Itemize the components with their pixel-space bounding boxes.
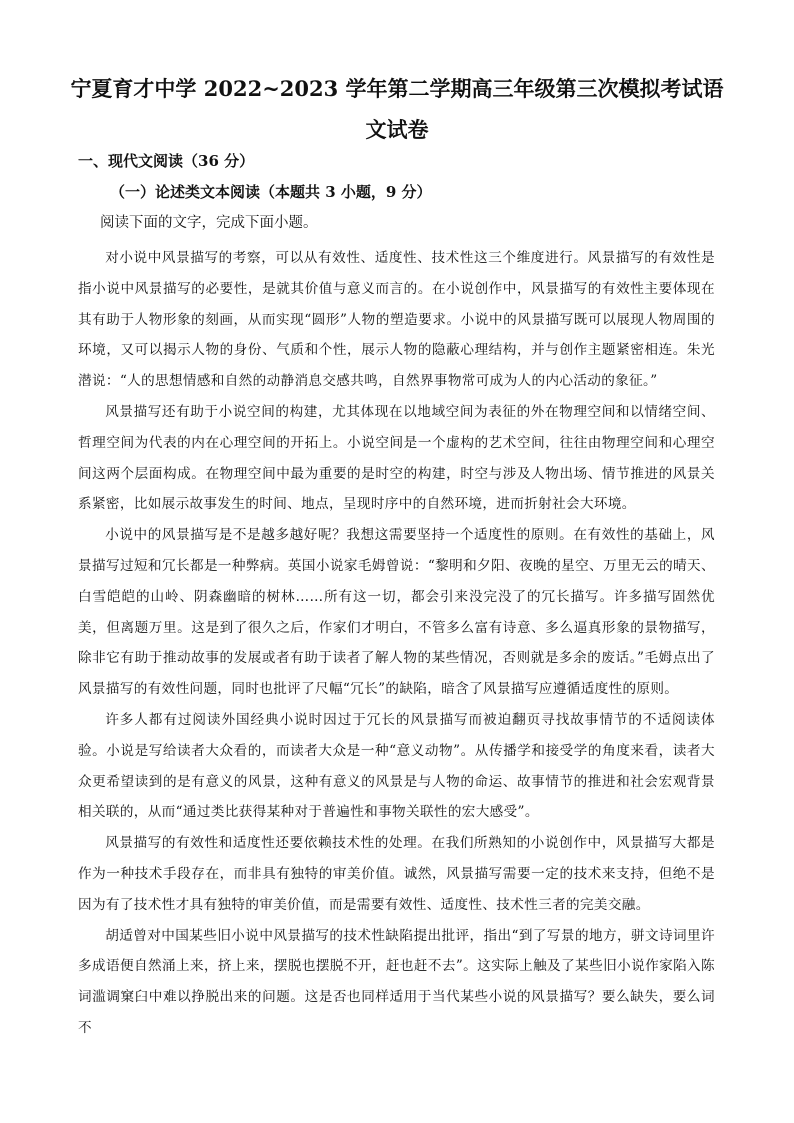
- article-body: [78, 243, 715, 1044]
- paragraph: 胡适曾对中国某些旧小说中风景描写的技术性缺陷提出批评，指出“到了写景的地方，骈文诗词里许多成语便自然涌上来，挤上来，摆脱也摆脱不开，赶也赶不去”。这实际上触及了某些旧小说作家陷入陈词滥调窠臼中难以挣脱出来的问题。这是否也同样适用于当代某些小说的风景描写？要么缺失，要么词不: [78, 927, 715, 1036]
- reading-instruction: 阅读下面的文字，完成下面小题。: [100, 215, 318, 231]
- section-heading: 一、现代文阅读（36 分）: [78, 152, 255, 170]
- subsection-heading: （一）论述类文本阅读（本题共 3 小题，9 分）: [110, 183, 432, 201]
- exam-title: 宁夏育才中学 2022~2023 学年第二学期高三年级第三次模拟考试语文试卷: [70, 76, 724, 142]
- paragraph: 许多人都有过阅读外国经典小说时因过于冗长的风景描写而被迫翻页寻找故事情节的不适阅读体验。小说是写给读者大众看的，而读者大众是一种“意义动物”。从传播学和接受学的角度来看，读者大众更希望读到的是有意义的风景，这种有意义的风景是与人物的命运、故事情节的推进和社会宏观背景相关联的，从而“通过类比获得某种对于普遍性和事物关联性的宏大感受”。: [78, 711, 715, 821]
- paragraph: 风景描写的有效性和适度性还要依赖技术性的处理。在我们所熟知的小说创作中，风景描写大都是作为一种技术手段存在，而非具有独特的审美价值。诚然，风景描写需要一定的技术来支持，但绝不是因为有了技术性才具有独特的审美价值，而是需要有效性、适度性、技术性三者的完美交融。: [78, 835, 715, 913]
- paragraph: 小说中的风景描写是不是越多越好呢？我想这需要坚持一个适度性的原则。在有效性的基础上，风景描写过短和冗长都是一种弊病。英国小说家毛姆曾说：“黎明和夕阳、夜晚的星空、万里无云的晴天、白雪皑皑的山岭、阴森幽暗的树林……所有这一切，都会引来没完没了的冗长描写。许多描写固然优美，但离题万里。这是到了很久之后，作家们才明白，不管多么富有诗意、多么逼真形象的景物描写，除非它有助于推动故事的发展或者有助于读者了解人物的某些情况，否则就是多余的废话。”毛姆点出了风景描写的有效性问题，同时也批评了尺幅“冗长”的缺陷，暗含了风景描写应遵循适度性的原则。: [78, 527, 715, 698]
- paragraph: 风景描写还有助于小说空间的构建，尤其体现在以地域空间为表征的外在物理空间和以情绪空间、哲理空间为代表的内在心理空间的开拓上。小说空间是一个虚构的艺术空间，往往由物理空间和心理空间这两个层面构成。在物理空间中最为重要的是时空的构建，时空与涉及人物出场、情节推进的风景关系紧密，比如展示故事发生的时间、地点，呈现时序中的自然环境，进而折射社会大环境。: [78, 403, 715, 513]
- paragraph: 对小说中风景描写的考察，可以从有效性、适度性、技术性这三个维度进行。风景描写的有效性是指小说中风景描写的必要性，是就其价值与意义而言的。在小说创作中，风景描写的有效性主要体现在其有助于人物形象的刻画，从而实现“圆形”人物的塑造要求。小说中的风景描写既可以展现人物周围的环境，又可以揭示人物的身份、气质和个性，展示人物的隐蔽心理结构，并与创作主题紧密相连。朱光潜说：“人的思想情感和自然的动静消息交感共鸣，自然界事物常可成为人的内心活动的象征。”: [78, 250, 715, 390]
